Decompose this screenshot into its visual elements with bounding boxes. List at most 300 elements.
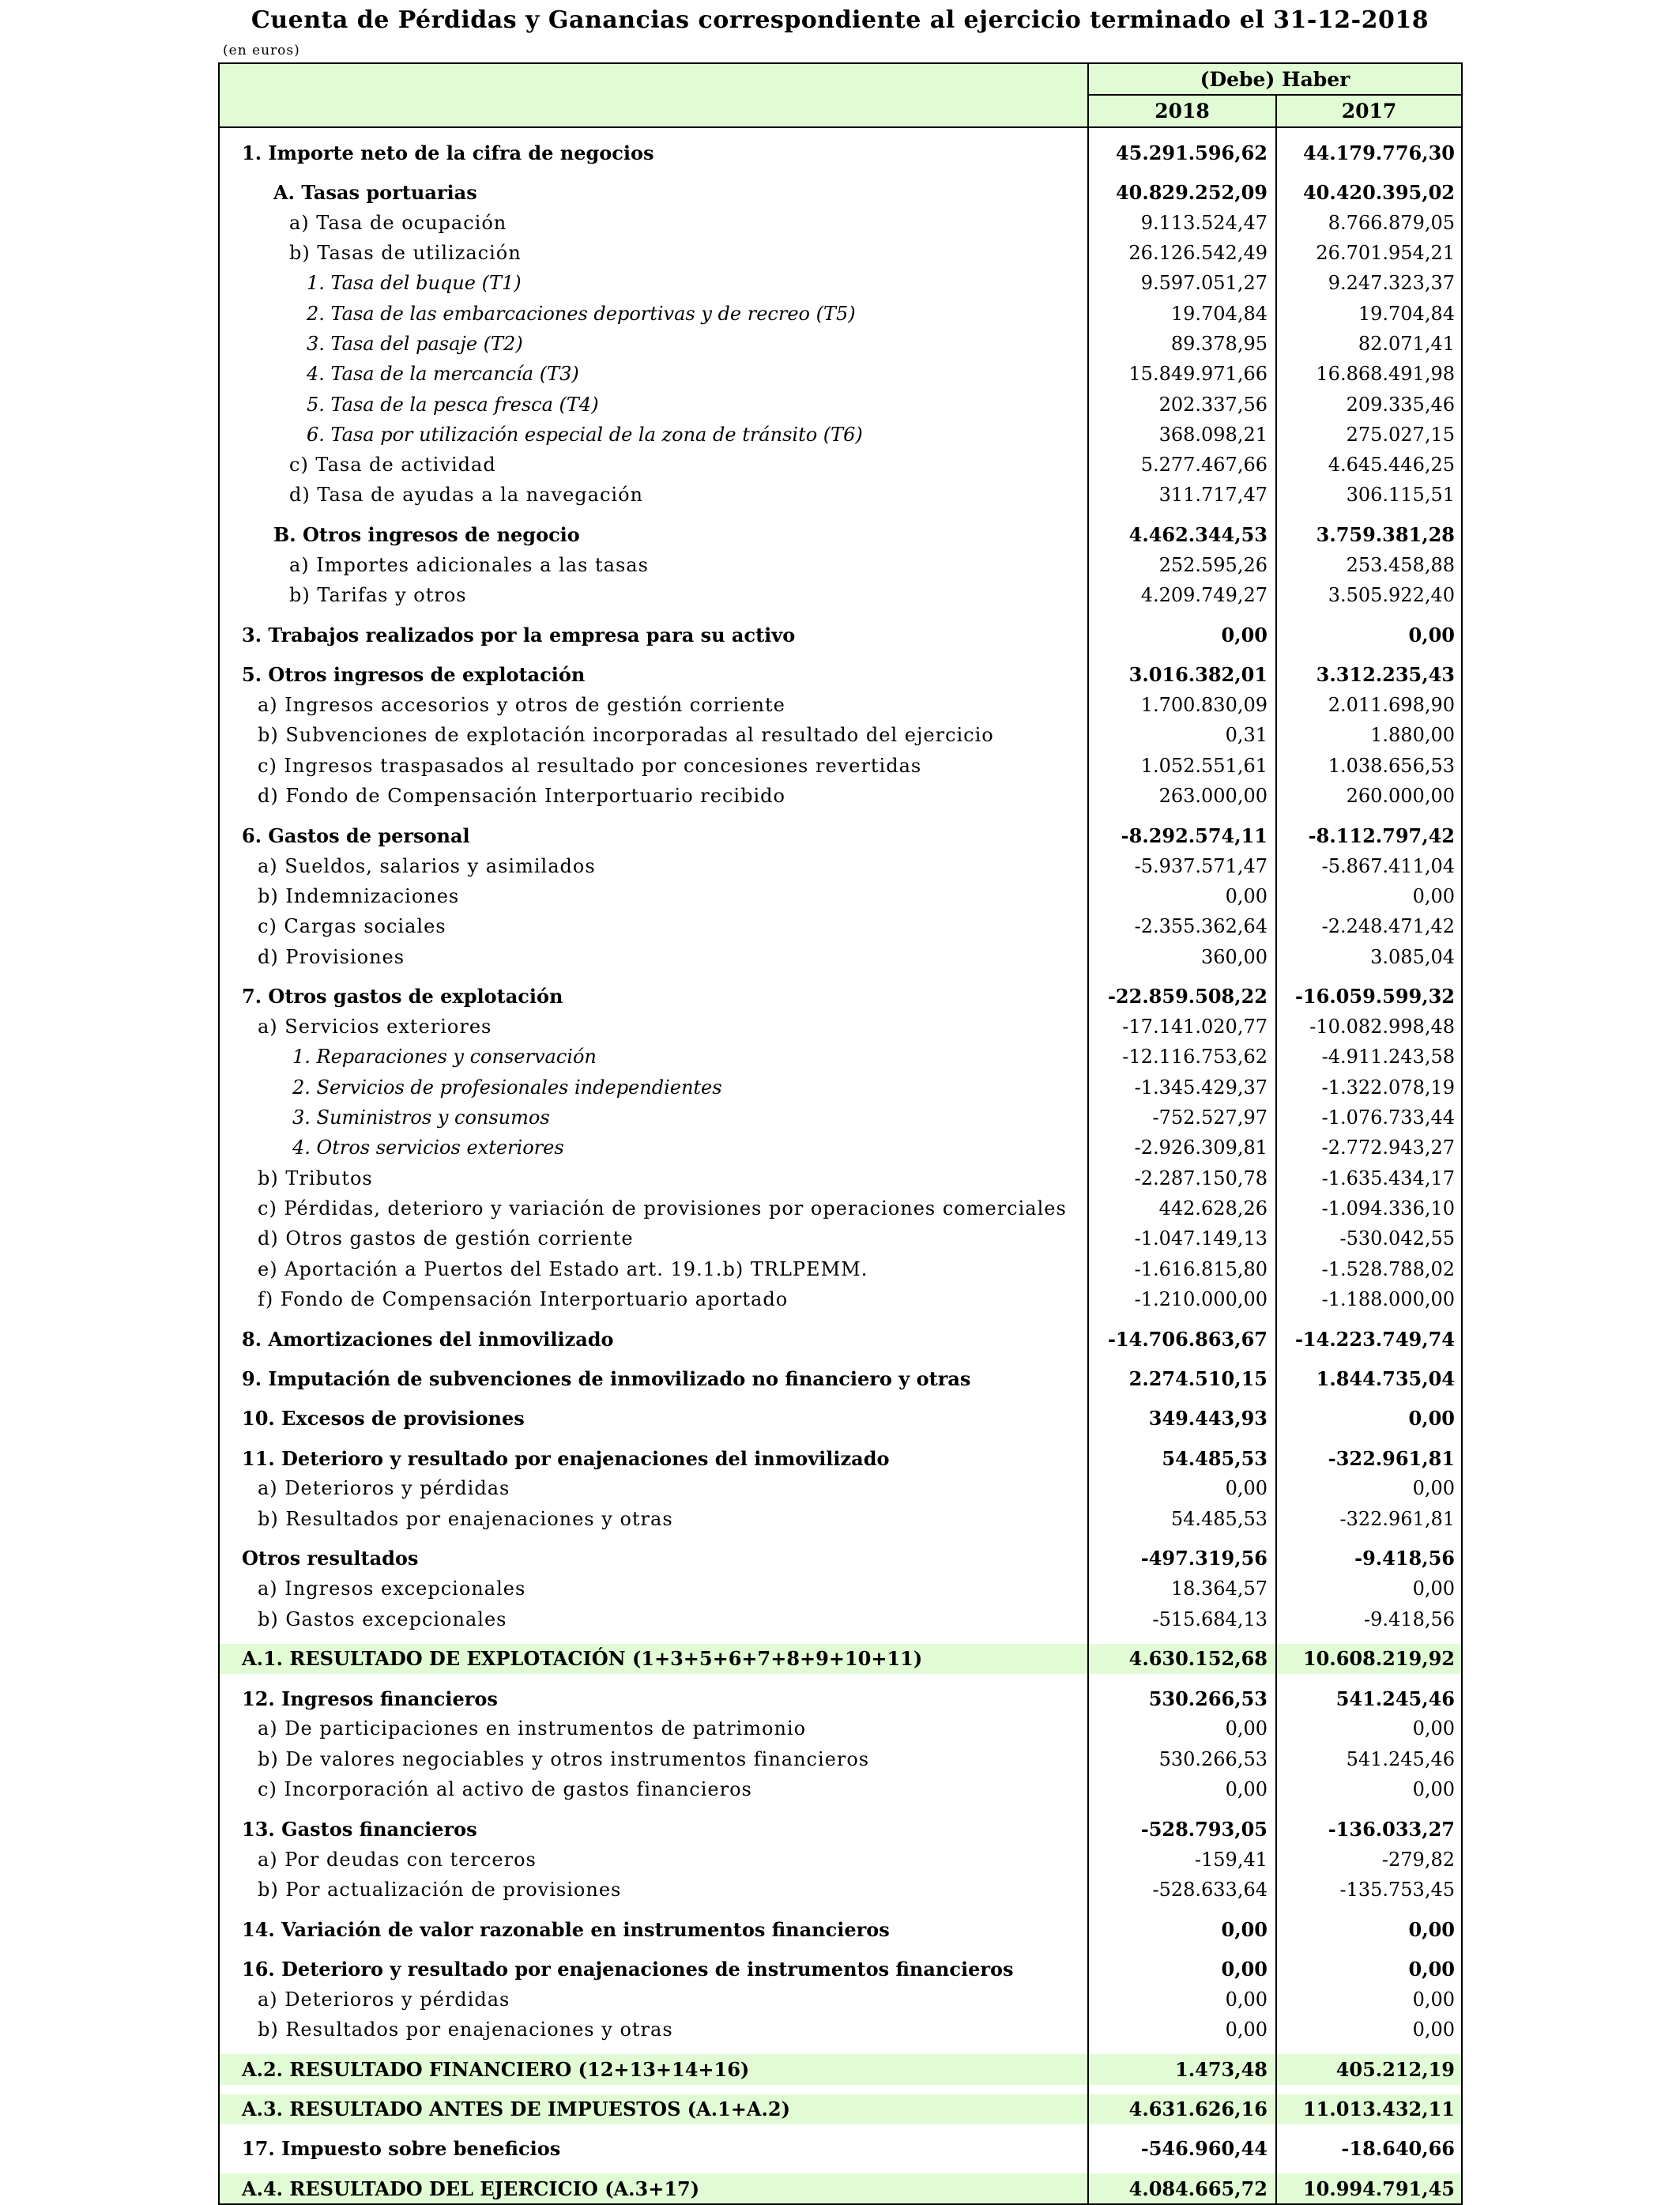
spacer-row	[219, 1905, 1462, 1914]
spacer-cell	[1088, 972, 1276, 982]
value-2017: 1.880,00	[1276, 720, 1462, 750]
value-2018: 1.052.551,61	[1088, 751, 1276, 781]
value-2018: -515.684,13	[1088, 1604, 1276, 1634]
row-label: 11. Deterioro y resultado por enajenaciones del inmovilizado	[219, 1443, 1088, 1473]
value-2018: 0,00	[1088, 1713, 1276, 1743]
row-label: d) Tasa de ayudas a la navegación	[219, 480, 1088, 510]
value-2017: 82.071,41	[1276, 329, 1462, 359]
table-row	[219, 1404, 1462, 1434]
table-row	[219, 982, 1462, 1012]
row-label: 14. Variación de valor razonable en instrumentos financieros	[219, 1914, 1088, 1944]
row-label: 8. Amortizaciones del inmovilizado	[219, 1324, 1088, 1354]
spacer-cell	[1276, 610, 1462, 620]
spacer-cell	[1276, 1905, 1462, 1914]
value-2018: 530.266,53	[1088, 1683, 1276, 1713]
value-2018: 4.631.626,16	[1088, 2094, 1276, 2124]
spacer-cell	[1088, 650, 1276, 660]
spacer-row	[219, 1314, 1462, 1324]
spacer-cell	[1088, 127, 1276, 138]
value-2017: 0,00	[1276, 1914, 1462, 1944]
value-2017: -1.528.788,02	[1276, 1253, 1462, 1283]
table-row	[219, 1473, 1462, 1503]
spacer-cell	[219, 610, 1088, 620]
table-row	[219, 1844, 1462, 1874]
row-label: c) Tasa de actividad	[219, 450, 1088, 480]
value-2018: 19.704,84	[1088, 298, 1276, 328]
value-2017: 306.115,51	[1276, 480, 1462, 510]
row-label: 16. Deterioro y resultado por enajenaciones de instrumentos financieros	[219, 1954, 1088, 1984]
spacer-cell	[1088, 1434, 1276, 1443]
value-2017: -135.753,45	[1276, 1875, 1462, 1905]
spacer-cell	[219, 1634, 1088, 1644]
value-2017: 0,00	[1276, 1984, 1462, 2015]
spacer-cell	[219, 1534, 1088, 1544]
table-row	[219, 1604, 1462, 1634]
value-2017: 405.212,19	[1276, 2054, 1462, 2084]
row-label: 3. Trabajos realizados por la empresa para su activo	[219, 620, 1088, 650]
value-2017: 40.420.395,02	[1276, 177, 1462, 207]
value-2017: 10.608.219,92	[1276, 1644, 1462, 1674]
value-2017: 19.704,84	[1276, 298, 1462, 328]
value-2017: -1.076.733,44	[1276, 1102, 1462, 1133]
value-2018: -1.210.000,00	[1088, 1284, 1276, 1314]
spacer-row	[219, 168, 1462, 177]
table-row	[219, 1042, 1462, 1072]
row-label: a) Importes adicionales a las tasas	[219, 550, 1088, 580]
value-2017: -136.033,27	[1276, 1814, 1462, 1844]
spacer-cell	[1276, 168, 1462, 177]
spacer-row	[219, 2085, 1462, 2094]
value-2018: -752.527,97	[1088, 1102, 1276, 1133]
spacer-row	[219, 1354, 1462, 1363]
row-label: 4. Tasa de la mercancía (T3)	[219, 359, 1088, 389]
table-row	[219, 329, 1462, 359]
value-2018: -12.116.753,62	[1088, 1042, 1276, 1072]
value-2017: 275.027,15	[1276, 420, 1462, 450]
table-row	[219, 1072, 1462, 1102]
spacer-cell	[1276, 1634, 1462, 1644]
table-row	[219, 2054, 1462, 2084]
value-2017: 0,00	[1276, 1473, 1462, 1503]
value-2017: 260.000,00	[1276, 781, 1462, 811]
row-label: B. Otros ingresos de negocio	[219, 520, 1088, 550]
spacer-cell	[1088, 1674, 1276, 1683]
value-2018: -1.345.429,37	[1088, 1072, 1276, 1102]
spacer-cell	[1088, 1394, 1276, 1404]
row-label: a) De participaciones en instrumentos de patrimonio	[219, 1713, 1088, 1743]
spacer-cell	[219, 2124, 1088, 2134]
table-row	[219, 2015, 1462, 2045]
value-2018: 349.443,93	[1088, 1404, 1276, 1434]
table-row	[219, 1363, 1462, 1393]
table-row	[219, 1284, 1462, 1314]
value-2018: 4.209.749,27	[1088, 580, 1276, 610]
row-label: e) Aportación a Puertos del Estado art. 19.1.b) TRLPEMM.	[219, 1253, 1088, 1283]
spacer-cell	[1276, 1804, 1462, 1814]
value-2017: 0,00	[1276, 881, 1462, 911]
value-2017: 0,00	[1276, 1713, 1462, 1743]
spacer-cell	[1276, 511, 1462, 520]
row-label: A.3. RESULTADO ANTES DE IMPUESTOS (A.1+A.2)	[219, 2094, 1088, 2124]
value-2018: -2.287.150,78	[1088, 1163, 1276, 1193]
spacer-row	[219, 1674, 1462, 1683]
value-2018: 252.595,26	[1088, 550, 1276, 580]
value-2018: 0,00	[1088, 1473, 1276, 1503]
table-row	[219, 1544, 1462, 1574]
value-2017: 3.312.235,43	[1276, 660, 1462, 690]
spacer-cell	[219, 650, 1088, 660]
row-label: 5. Otros ingresos de explotación	[219, 660, 1088, 690]
spacer-cell	[219, 511, 1088, 520]
table-row	[219, 1223, 1462, 1253]
value-2018: 0,00	[1088, 620, 1276, 650]
spacer-cell	[1088, 1314, 1276, 1324]
row-label: b) Resultados por enajenaciones y otras	[219, 1503, 1088, 1533]
spacer-cell	[219, 2085, 1088, 2094]
table-body	[219, 127, 1462, 2204]
table-row	[219, 1503, 1462, 1533]
row-label: 4. Otros servicios exteriores	[219, 1133, 1088, 1163]
value-2017: -14.223.749,74	[1276, 1324, 1462, 1354]
row-label: 6. Tasa por utilización especial de la zona de tránsito (T6)	[219, 420, 1088, 450]
value-2017: -10.082.998,48	[1276, 1012, 1462, 1042]
value-2017: 0,00	[1276, 1574, 1462, 1604]
spacer-cell	[219, 127, 1088, 138]
header-blank-cell	[219, 63, 1088, 127]
value-2018: 54.485,53	[1088, 1503, 1276, 1533]
value-2017: 541.245,46	[1276, 1744, 1462, 1774]
value-2017: 0,00	[1276, 1404, 1462, 1434]
row-label: b) Tarifas y otros	[219, 580, 1088, 610]
row-label: 17. Impuesto sobre beneficios	[219, 2134, 1088, 2164]
row-label: 7. Otros gastos de explotación	[219, 982, 1088, 1012]
spacer-row	[219, 2045, 1462, 2054]
table-row	[219, 1574, 1462, 1604]
value-2018: 0,00	[1088, 881, 1276, 911]
spacer-cell	[1276, 811, 1462, 820]
value-2018: 26.126.542,49	[1088, 238, 1276, 268]
table-row	[219, 1193, 1462, 1223]
row-label: d) Provisiones	[219, 941, 1088, 971]
spacer-cell	[1088, 2045, 1276, 2054]
value-2017: -5.867.411,04	[1276, 851, 1462, 881]
spacer-cell	[1088, 1944, 1276, 1954]
value-2018: -1.047.149,13	[1088, 1223, 1276, 1253]
table-row	[219, 1914, 1462, 1944]
table-row	[219, 881, 1462, 911]
table-row	[219, 1324, 1462, 1354]
value-2018: 2.274.510,15	[1088, 1363, 1276, 1393]
value-2017: 8.766.879,05	[1276, 208, 1462, 238]
report-title: Cuenta de Pérdidas y Ganancias correspondiente al ejercicio terminado el 31-12-2018	[250, 6, 1430, 34]
row-label: 3. Suministros y consumos	[219, 1102, 1088, 1133]
spacer-cell	[1276, 2164, 1462, 2173]
table-row	[219, 2173, 1462, 2204]
row-label: c) Cargas sociales	[219, 911, 1088, 941]
spacer-cell	[219, 1354, 1088, 1363]
spacer-cell	[219, 1905, 1088, 1914]
spacer-cell	[1276, 2124, 1462, 2134]
spacer-cell	[1088, 1534, 1276, 1544]
value-2017: -9.418,56	[1276, 1544, 1462, 1574]
spacer-cell	[219, 2164, 1088, 2173]
row-label: 5. Tasa de la pesca fresca (T4)	[219, 389, 1088, 419]
table-row	[219, 1102, 1462, 1133]
value-2017: 16.868.491,98	[1276, 359, 1462, 389]
table-header-row	[219, 63, 1462, 95]
spacer-row	[219, 1944, 1462, 1954]
table-row	[219, 941, 1462, 971]
table-row	[219, 1744, 1462, 1774]
value-2018: 0,00	[1088, 1914, 1276, 1944]
row-label: b) Gastos excepcionales	[219, 1604, 1088, 1634]
table-row	[219, 1163, 1462, 1193]
spacer-row	[219, 1434, 1462, 1443]
value-2018: 54.485,53	[1088, 1443, 1276, 1473]
profit-loss-table	[218, 62, 1463, 2205]
header-year-2018: 2018	[1088, 95, 1276, 127]
table-row	[219, 177, 1462, 207]
value-2017: -18.640,66	[1276, 2134, 1462, 2164]
row-label: A. Tasas portuarias	[219, 177, 1088, 207]
value-2018: 9.597.051,27	[1088, 268, 1276, 298]
table-row	[219, 690, 1462, 720]
spacer-cell	[219, 1434, 1088, 1443]
table-row	[219, 1814, 1462, 1844]
value-2018: 530.266,53	[1088, 1744, 1276, 1774]
value-2017: -322.961,81	[1276, 1443, 1462, 1473]
value-2018: 263.000,00	[1088, 781, 1276, 811]
row-label: 2. Tasa de las embarcaciones deportivas y de recreo (T5)	[219, 298, 1088, 328]
table-row	[219, 1954, 1462, 1984]
row-label: 10. Excesos de provisiones	[219, 1404, 1088, 1434]
row-label: 6. Gastos de personal	[219, 820, 1088, 850]
value-2017: 9.247.323,37	[1276, 268, 1462, 298]
spacer-cell	[1276, 1314, 1462, 1324]
row-label: a) Ingresos excepcionales	[219, 1574, 1088, 1604]
row-label: b) Subvenciones de explotación incorporadas al resultado del ejercicio	[219, 720, 1088, 750]
value-2017: -530.042,55	[1276, 1223, 1462, 1253]
table-row	[219, 1443, 1462, 1473]
value-2017: -2.248.471,42	[1276, 911, 1462, 941]
spacer-row	[219, 1634, 1462, 1644]
header-year-2017: 2017	[1276, 95, 1462, 127]
spacer-cell	[1088, 2164, 1276, 2173]
value-2018: -2.926.309,81	[1088, 1133, 1276, 1163]
row-label: a) Tasa de ocupación	[219, 208, 1088, 238]
row-label: a) Sueldos, salarios y asimilados	[219, 851, 1088, 881]
value-2017: 253.458,88	[1276, 550, 1462, 580]
spacer-row	[219, 610, 1462, 620]
spacer-cell	[1276, 1674, 1462, 1683]
value-2017: -279,82	[1276, 1844, 1462, 1874]
table-row	[219, 1253, 1462, 1283]
value-2018: -528.633,64	[1088, 1875, 1276, 1905]
value-2017: 4.645.446,25	[1276, 450, 1462, 480]
spacer-cell	[1276, 2045, 1462, 2054]
value-2018: -546.960,44	[1088, 2134, 1276, 2164]
value-2017: -4.911.243,58	[1276, 1042, 1462, 1072]
table-row	[219, 911, 1462, 941]
spacer-cell	[1276, 650, 1462, 660]
row-label: c) Ingresos traspasados al resultado por concesiones revertidas	[219, 751, 1088, 781]
spacer-cell	[1276, 1434, 1462, 1443]
row-label: a) Servicios exteriores	[219, 1012, 1088, 1042]
row-label: 3. Tasa del pasaje (T2)	[219, 329, 1088, 359]
value-2017: -9.418,56	[1276, 1604, 1462, 1634]
value-2018: 0,00	[1088, 2015, 1276, 2045]
value-2018: 1.700.830,09	[1088, 690, 1276, 720]
table-row	[219, 660, 1462, 690]
value-2018: 202.337,56	[1088, 389, 1276, 419]
row-label: 9. Imputación de subvenciones de inmovilizado no financiero y otras	[219, 1363, 1088, 1393]
value-2018: 15.849.971,66	[1088, 359, 1276, 389]
spacer-cell	[1276, 1354, 1462, 1363]
value-2018: 442.628,26	[1088, 1193, 1276, 1223]
row-label: c) Pérdidas, deterioro y variación de provisiones por operaciones comerciales	[219, 1193, 1088, 1223]
row-label: A.4. RESULTADO DEL EJERCICIO (A.3+17)	[219, 2173, 1088, 2204]
spacer-row	[219, 1804, 1462, 1814]
spacer-cell	[1276, 1534, 1462, 1544]
row-label: A.2. RESULTADO FINANCIERO (12+13+14+16)	[219, 2054, 1088, 2084]
row-label: Otros resultados	[219, 1544, 1088, 1574]
spacer-cell	[1276, 972, 1462, 982]
table-row	[219, 520, 1462, 550]
value-2018: 360,00	[1088, 941, 1276, 971]
spacer-row	[219, 1394, 1462, 1404]
row-label: d) Fondo de Compensación Interportuario recibido	[219, 781, 1088, 811]
row-label: d) Otros gastos de gestión corriente	[219, 1223, 1088, 1253]
row-label: b) Resultados por enajenaciones y otras	[219, 2015, 1088, 2045]
table-row	[219, 298, 1462, 328]
table-row	[219, 480, 1462, 510]
table-row	[219, 820, 1462, 850]
value-2017: 3.085,04	[1276, 941, 1462, 971]
value-2017: -16.059.599,32	[1276, 982, 1462, 1012]
value-2017: -1.635.434,17	[1276, 1163, 1462, 1193]
value-2017: 3.505.922,40	[1276, 580, 1462, 610]
table-row	[219, 138, 1462, 168]
value-2018: 4.462.344,53	[1088, 520, 1276, 550]
table-row	[219, 720, 1462, 750]
spacer-cell	[219, 2045, 1088, 2054]
spacer-cell	[219, 1314, 1088, 1324]
value-2017: -1.322.078,19	[1276, 1072, 1462, 1102]
spacer-row	[219, 127, 1462, 138]
value-2017: 0,00	[1276, 1774, 1462, 1804]
row-label: 1. Reparaciones y conservación	[219, 1042, 1088, 1072]
spacer-cell	[1088, 2124, 1276, 2134]
row-label: b) Tasas de utilización	[219, 238, 1088, 268]
value-2018: -5.937.571,47	[1088, 851, 1276, 881]
value-2018: -17.141.020,77	[1088, 1012, 1276, 1042]
row-label: a) Deterioros y pérdidas	[219, 1473, 1088, 1503]
value-2018: -8.292.574,11	[1088, 820, 1276, 850]
table-row	[219, 781, 1462, 811]
value-2017: 10.994.791,45	[1276, 2173, 1462, 2204]
row-label: b) Tributos	[219, 1163, 1088, 1193]
table-row	[219, 1683, 1462, 1713]
value-2017: 11.013.432,11	[1276, 2094, 1462, 2124]
value-2018: 45.291.596,62	[1088, 138, 1276, 168]
spacer-cell	[1088, 811, 1276, 820]
table-row	[219, 751, 1462, 781]
table-row	[219, 450, 1462, 480]
value-2018: -528.793,05	[1088, 1814, 1276, 1844]
spacer-cell	[1088, 610, 1276, 620]
spacer-cell	[219, 1394, 1088, 1404]
value-2018: -159,41	[1088, 1844, 1276, 1874]
row-label: 12. Ingresos financieros	[219, 1683, 1088, 1713]
value-2017: 2.011.698,90	[1276, 690, 1462, 720]
spacer-cell	[219, 972, 1088, 982]
row-label: 13. Gastos financieros	[219, 1814, 1088, 1844]
value-2018: 0,31	[1088, 720, 1276, 750]
table-row	[219, 851, 1462, 881]
row-label: c) Incorporación al activo de gastos financieros	[219, 1774, 1088, 1804]
row-label: a) Por deudas con terceros	[219, 1844, 1088, 1874]
row-label: f) Fondo de Compensación Interportuario aportado	[219, 1284, 1088, 1314]
spacer-row	[219, 1534, 1462, 1544]
value-2018: 3.016.382,01	[1088, 660, 1276, 690]
table-row	[219, 359, 1462, 389]
value-2018: 18.364,57	[1088, 1574, 1276, 1604]
spacer-cell	[219, 811, 1088, 820]
spacer-cell	[1088, 1634, 1276, 1644]
spacer-cell	[1088, 1905, 1276, 1914]
value-2018: 4.630.152,68	[1088, 1644, 1276, 1674]
spacer-row	[219, 2164, 1462, 2173]
spacer-row	[219, 2124, 1462, 2134]
spacer-row	[219, 511, 1462, 520]
value-2018: 1.473,48	[1088, 2054, 1276, 2084]
value-2018: 9.113.524,47	[1088, 208, 1276, 238]
value-2017: 1.038.656,53	[1276, 751, 1462, 781]
row-label: a) Deterioros y pérdidas	[219, 1984, 1088, 2015]
value-2018: 4.084.665,72	[1088, 2173, 1276, 2204]
spacer-cell	[1088, 168, 1276, 177]
value-2017: 1.844.735,04	[1276, 1363, 1462, 1393]
value-2017: -2.772.943,27	[1276, 1133, 1462, 1163]
table-row	[219, 389, 1462, 419]
table-row	[219, 2094, 1462, 2124]
spacer-cell	[219, 168, 1088, 177]
value-2017: 3.759.381,28	[1276, 520, 1462, 550]
table-row	[219, 1644, 1462, 1674]
row-label: 1. Importe neto de la cifra de negocios	[219, 138, 1088, 168]
value-2017: 0,00	[1276, 1954, 1462, 1984]
value-2017: -322.961,81	[1276, 1503, 1462, 1533]
value-2018: -497.319,56	[1088, 1544, 1276, 1574]
value-2018: -2.355.362,64	[1088, 911, 1276, 941]
value-2018: 368.098,21	[1088, 420, 1276, 450]
value-2017: -1.094.336,10	[1276, 1193, 1462, 1223]
value-2018: -14.706.863,67	[1088, 1324, 1276, 1354]
spacer-cell	[1088, 1804, 1276, 1814]
spacer-cell	[1088, 2085, 1276, 2094]
value-2018: 0,00	[1088, 1774, 1276, 1804]
row-label: b) De valores negociables y otros instrumentos financieros	[219, 1744, 1088, 1774]
value-2018: 311.717,47	[1088, 480, 1276, 510]
table-row	[219, 1984, 1462, 2015]
table-row	[219, 550, 1462, 580]
table-row	[219, 620, 1462, 650]
table-row	[219, 208, 1462, 238]
value-2017: -1.188.000,00	[1276, 1284, 1462, 1314]
table-row	[219, 1774, 1462, 1804]
value-2018: 5.277.467,66	[1088, 450, 1276, 480]
value-2018: 89.378,95	[1088, 329, 1276, 359]
